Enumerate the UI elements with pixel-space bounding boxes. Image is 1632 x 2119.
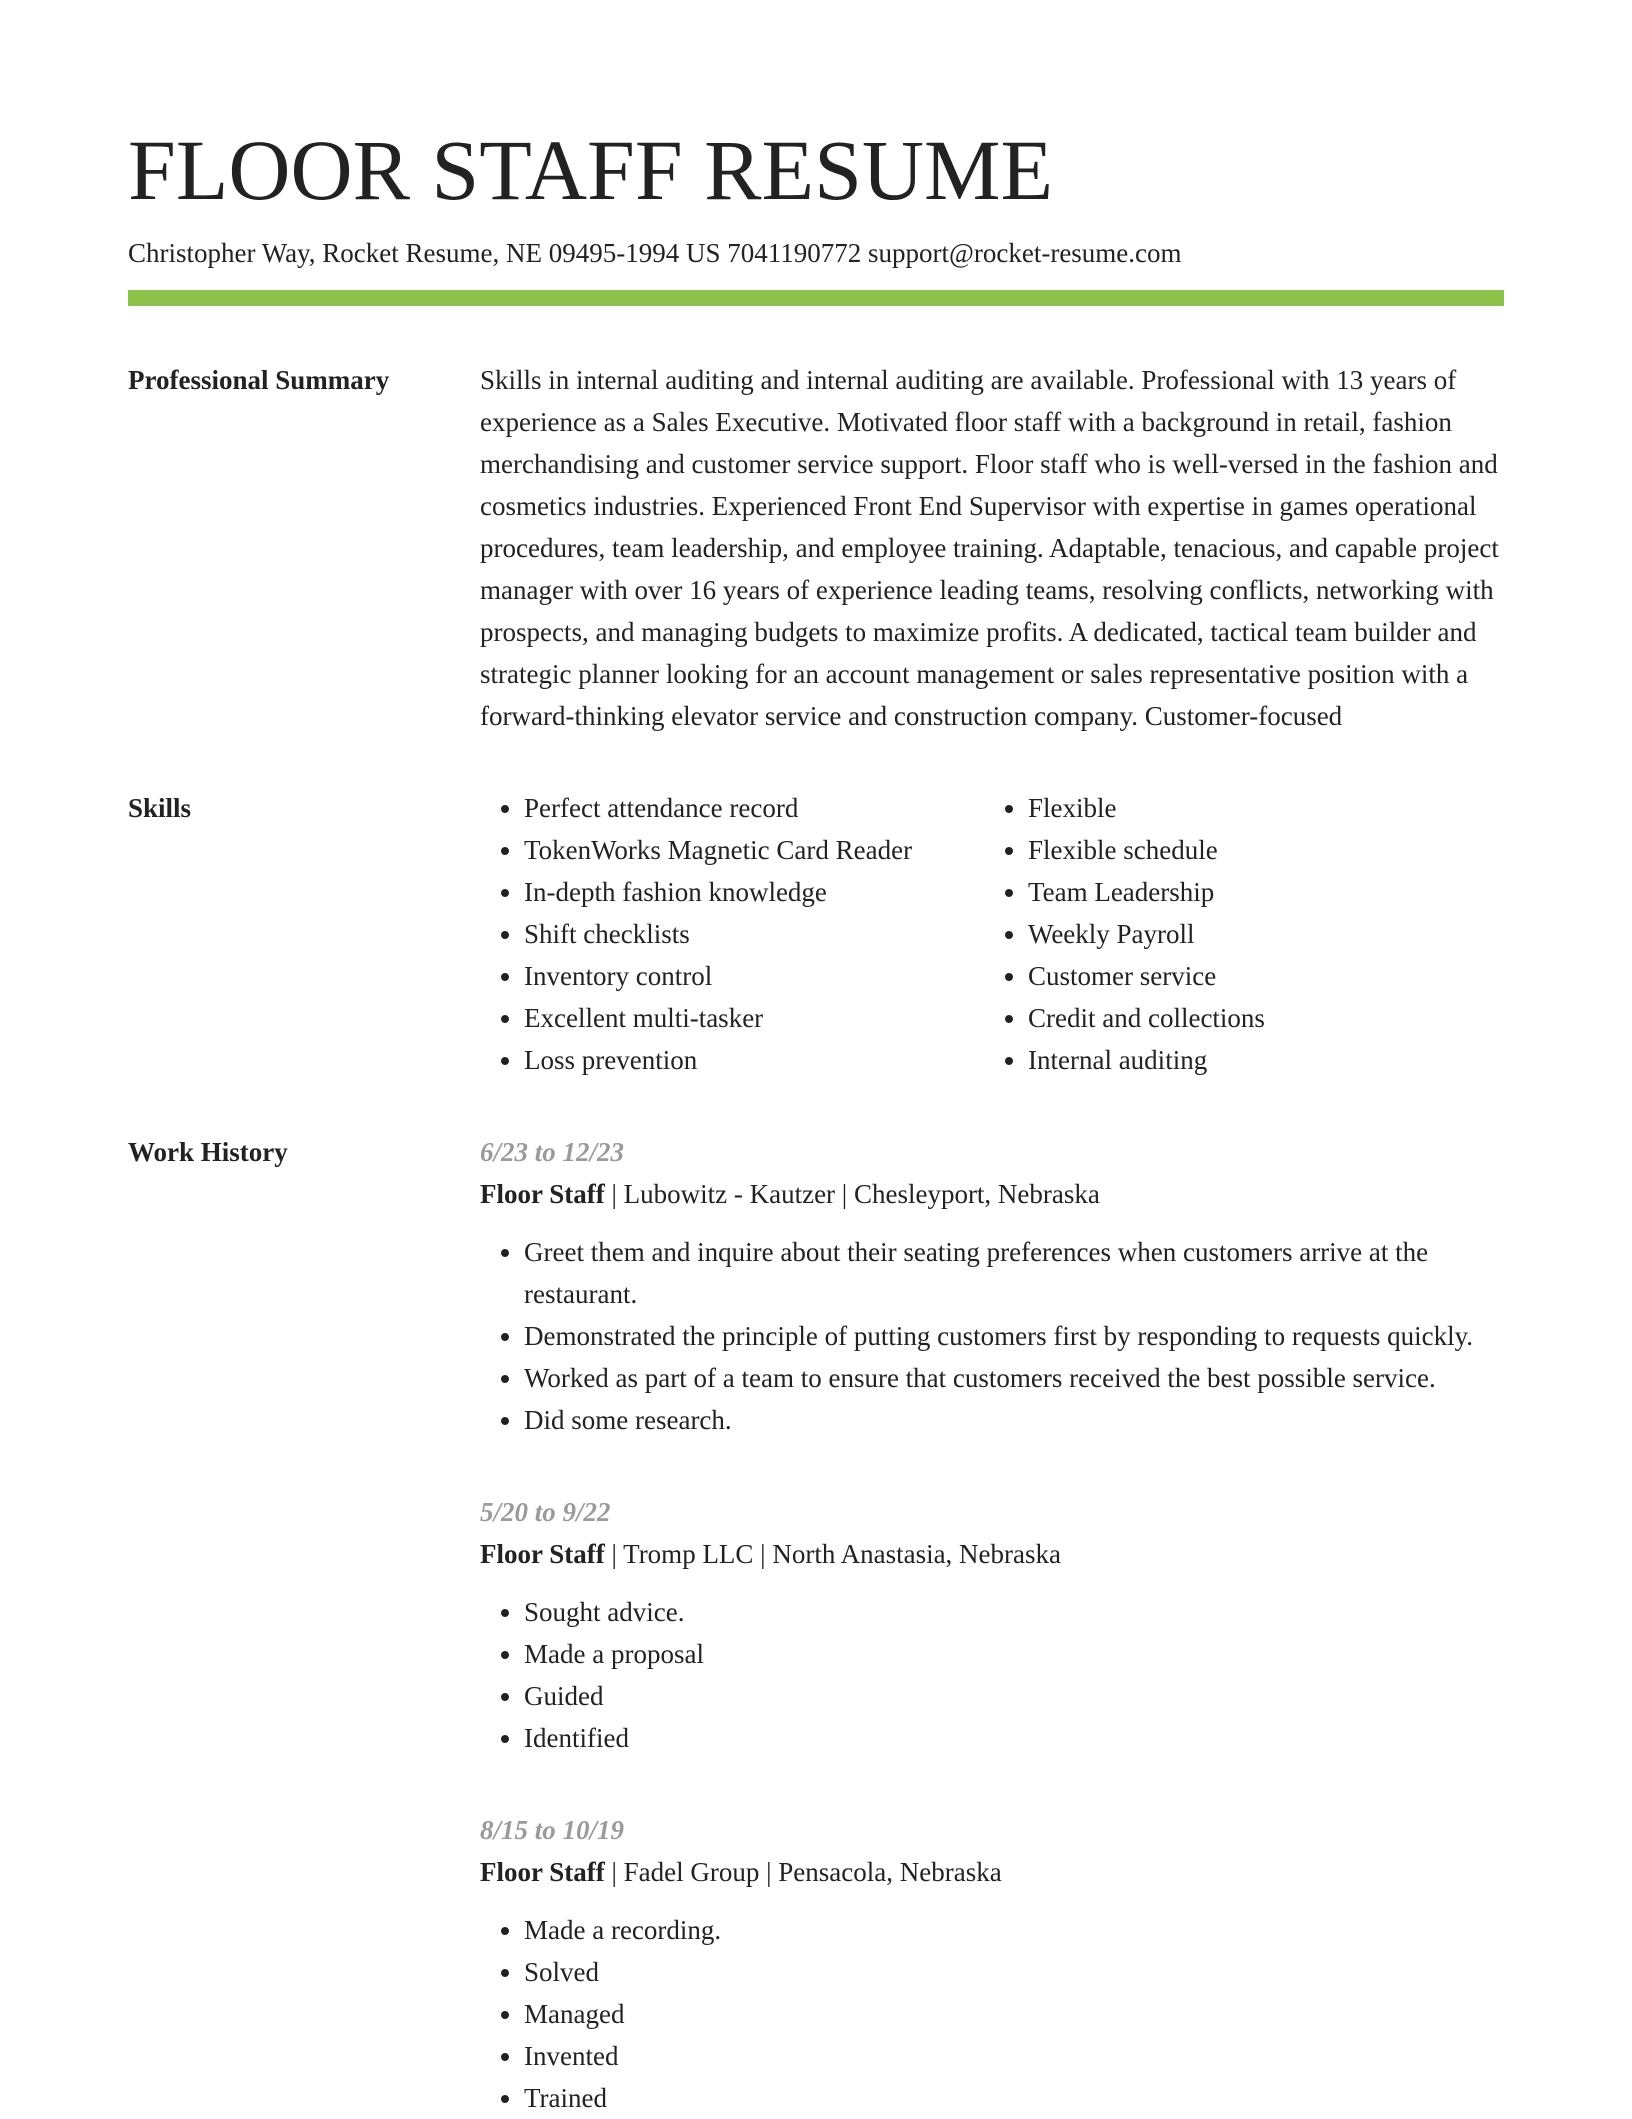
job-bullet: • Identified	[524, 1717, 1504, 1759]
job-heading	[480, 1533, 1504, 1575]
skills-heading: Skills	[128, 793, 192, 823]
work-history-section	[128, 1131, 1504, 2119]
skills-list	[480, 787, 1504, 1081]
resume-title: FLOOR STAFF RESUME	[128, 122, 1054, 218]
job-title: Floor Staff	[480, 1539, 605, 1569]
job-dates: 6/23 to 12/23	[480, 1137, 625, 1167]
header-divider	[128, 290, 1504, 306]
skill-item: • TokenWorks Magnetic Card Reader	[524, 829, 984, 871]
job-heading	[480, 1173, 1504, 1215]
job-bullet: • Guided	[524, 1675, 1504, 1717]
skill-item: • Weekly Payroll	[1028, 913, 1488, 955]
job-bullet: • Made a proposal	[524, 1633, 1504, 1675]
job-bullet: • Demonstrated the principle of putting customers first by responding to requests quickly.	[524, 1315, 1504, 1357]
summary-section	[128, 359, 1504, 737]
job-bullet: • Managed	[524, 1993, 1504, 2035]
contact-line: Christopher Way, Rocket Resume, NE 09495-1994 US 7041190772 support@rocket-resume.com	[128, 238, 1182, 268]
job-heading	[480, 1851, 1504, 1893]
job-bullet: • Did some research.	[524, 1399, 1504, 1441]
skill-item: • Flexible schedule	[1028, 829, 1488, 871]
job-entry	[480, 1809, 1504, 2119]
job-bullet: • Worked as part of a team to ensure that customers received the best possible service.	[524, 1357, 1504, 1399]
job-dates: 5/20 to 9/22	[480, 1497, 611, 1527]
job-bullet: • Made a recording.	[524, 1909, 1504, 1951]
skill-item: • Loss prevention	[524, 1039, 984, 1081]
skill-item: • Internal auditing	[1028, 1039, 1488, 1081]
skill-item: • Excellent multi-tasker	[524, 997, 984, 1039]
summary-text: Skills in internal auditing and internal auditing are available. Professional with 13 years of experience as a Sales Executive. Motivated floor staff with a background in retail, fashion merchandising and customer service support. Floor staff who is well-versed in the fashion and cosmetics industries. Experienced Front End Supervisor with expertise in games operational procedures, team leadership, and employee training. Adaptable, tenacious, and capable project manager with over 16 years of experience leading teams, resolving conflicts, networking with prospects, and managing budgets to maximize profits. A dedicated, tactical team builder and strategic planner looking for an account management or sales representative position with a forward-thinking elevator service and construction company. Customer-focused	[480, 365, 1499, 731]
skills-section	[128, 787, 1504, 1081]
skills-column-right	[984, 787, 1488, 1081]
job-bullets	[480, 1591, 1504, 1759]
resume-page	[128, 0, 1504, 2119]
job-employer-location: | Lubowitz - Kautzer | Chesleyport, Nebraska	[604, 1179, 1100, 1209]
job-dates: 8/15 to 10/19	[480, 1815, 625, 1845]
skill-item: • Flexible	[1028, 787, 1488, 829]
summary-heading: Professional Summary	[128, 365, 390, 395]
job-title: Floor Staff	[480, 1857, 605, 1887]
job-bullet: • Invented	[524, 2035, 1504, 2077]
skill-item: • Credit and collections	[1028, 997, 1488, 1039]
job-title: Floor Staff	[480, 1179, 605, 1209]
job-bullet: • Trained	[524, 2077, 1504, 2119]
job-entry	[480, 1131, 1504, 1441]
job-entry	[480, 1491, 1504, 1759]
job-bullets	[480, 1231, 1504, 1441]
job-list	[480, 1131, 1504, 2119]
skills-column-left	[480, 787, 984, 1081]
skill-item: • Customer service	[1028, 955, 1488, 997]
skill-item: • In-depth fashion knowledge	[524, 871, 984, 913]
work-history-heading: Work History	[128, 1137, 288, 1167]
job-employer-location: | Tromp LLC | North Anastasia, Nebraska	[604, 1539, 1062, 1569]
skill-item: • Inventory control	[524, 955, 984, 997]
job-employer-location: | Fadel Group | Pensacola, Nebraska	[604, 1857, 1002, 1887]
skill-item: • Team Leadership	[1028, 871, 1488, 913]
job-bullet: • Sought advice.	[524, 1591, 1504, 1633]
job-bullet: • Greet them and inquire about their seating preferences when customers arrive at the restaurant.	[524, 1231, 1504, 1315]
skill-item: • Perfect attendance record	[524, 787, 984, 829]
skill-item: • Shift checklists	[524, 913, 984, 955]
job-bullets	[480, 1909, 1504, 2119]
job-bullet: • Solved	[524, 1951, 1504, 1993]
